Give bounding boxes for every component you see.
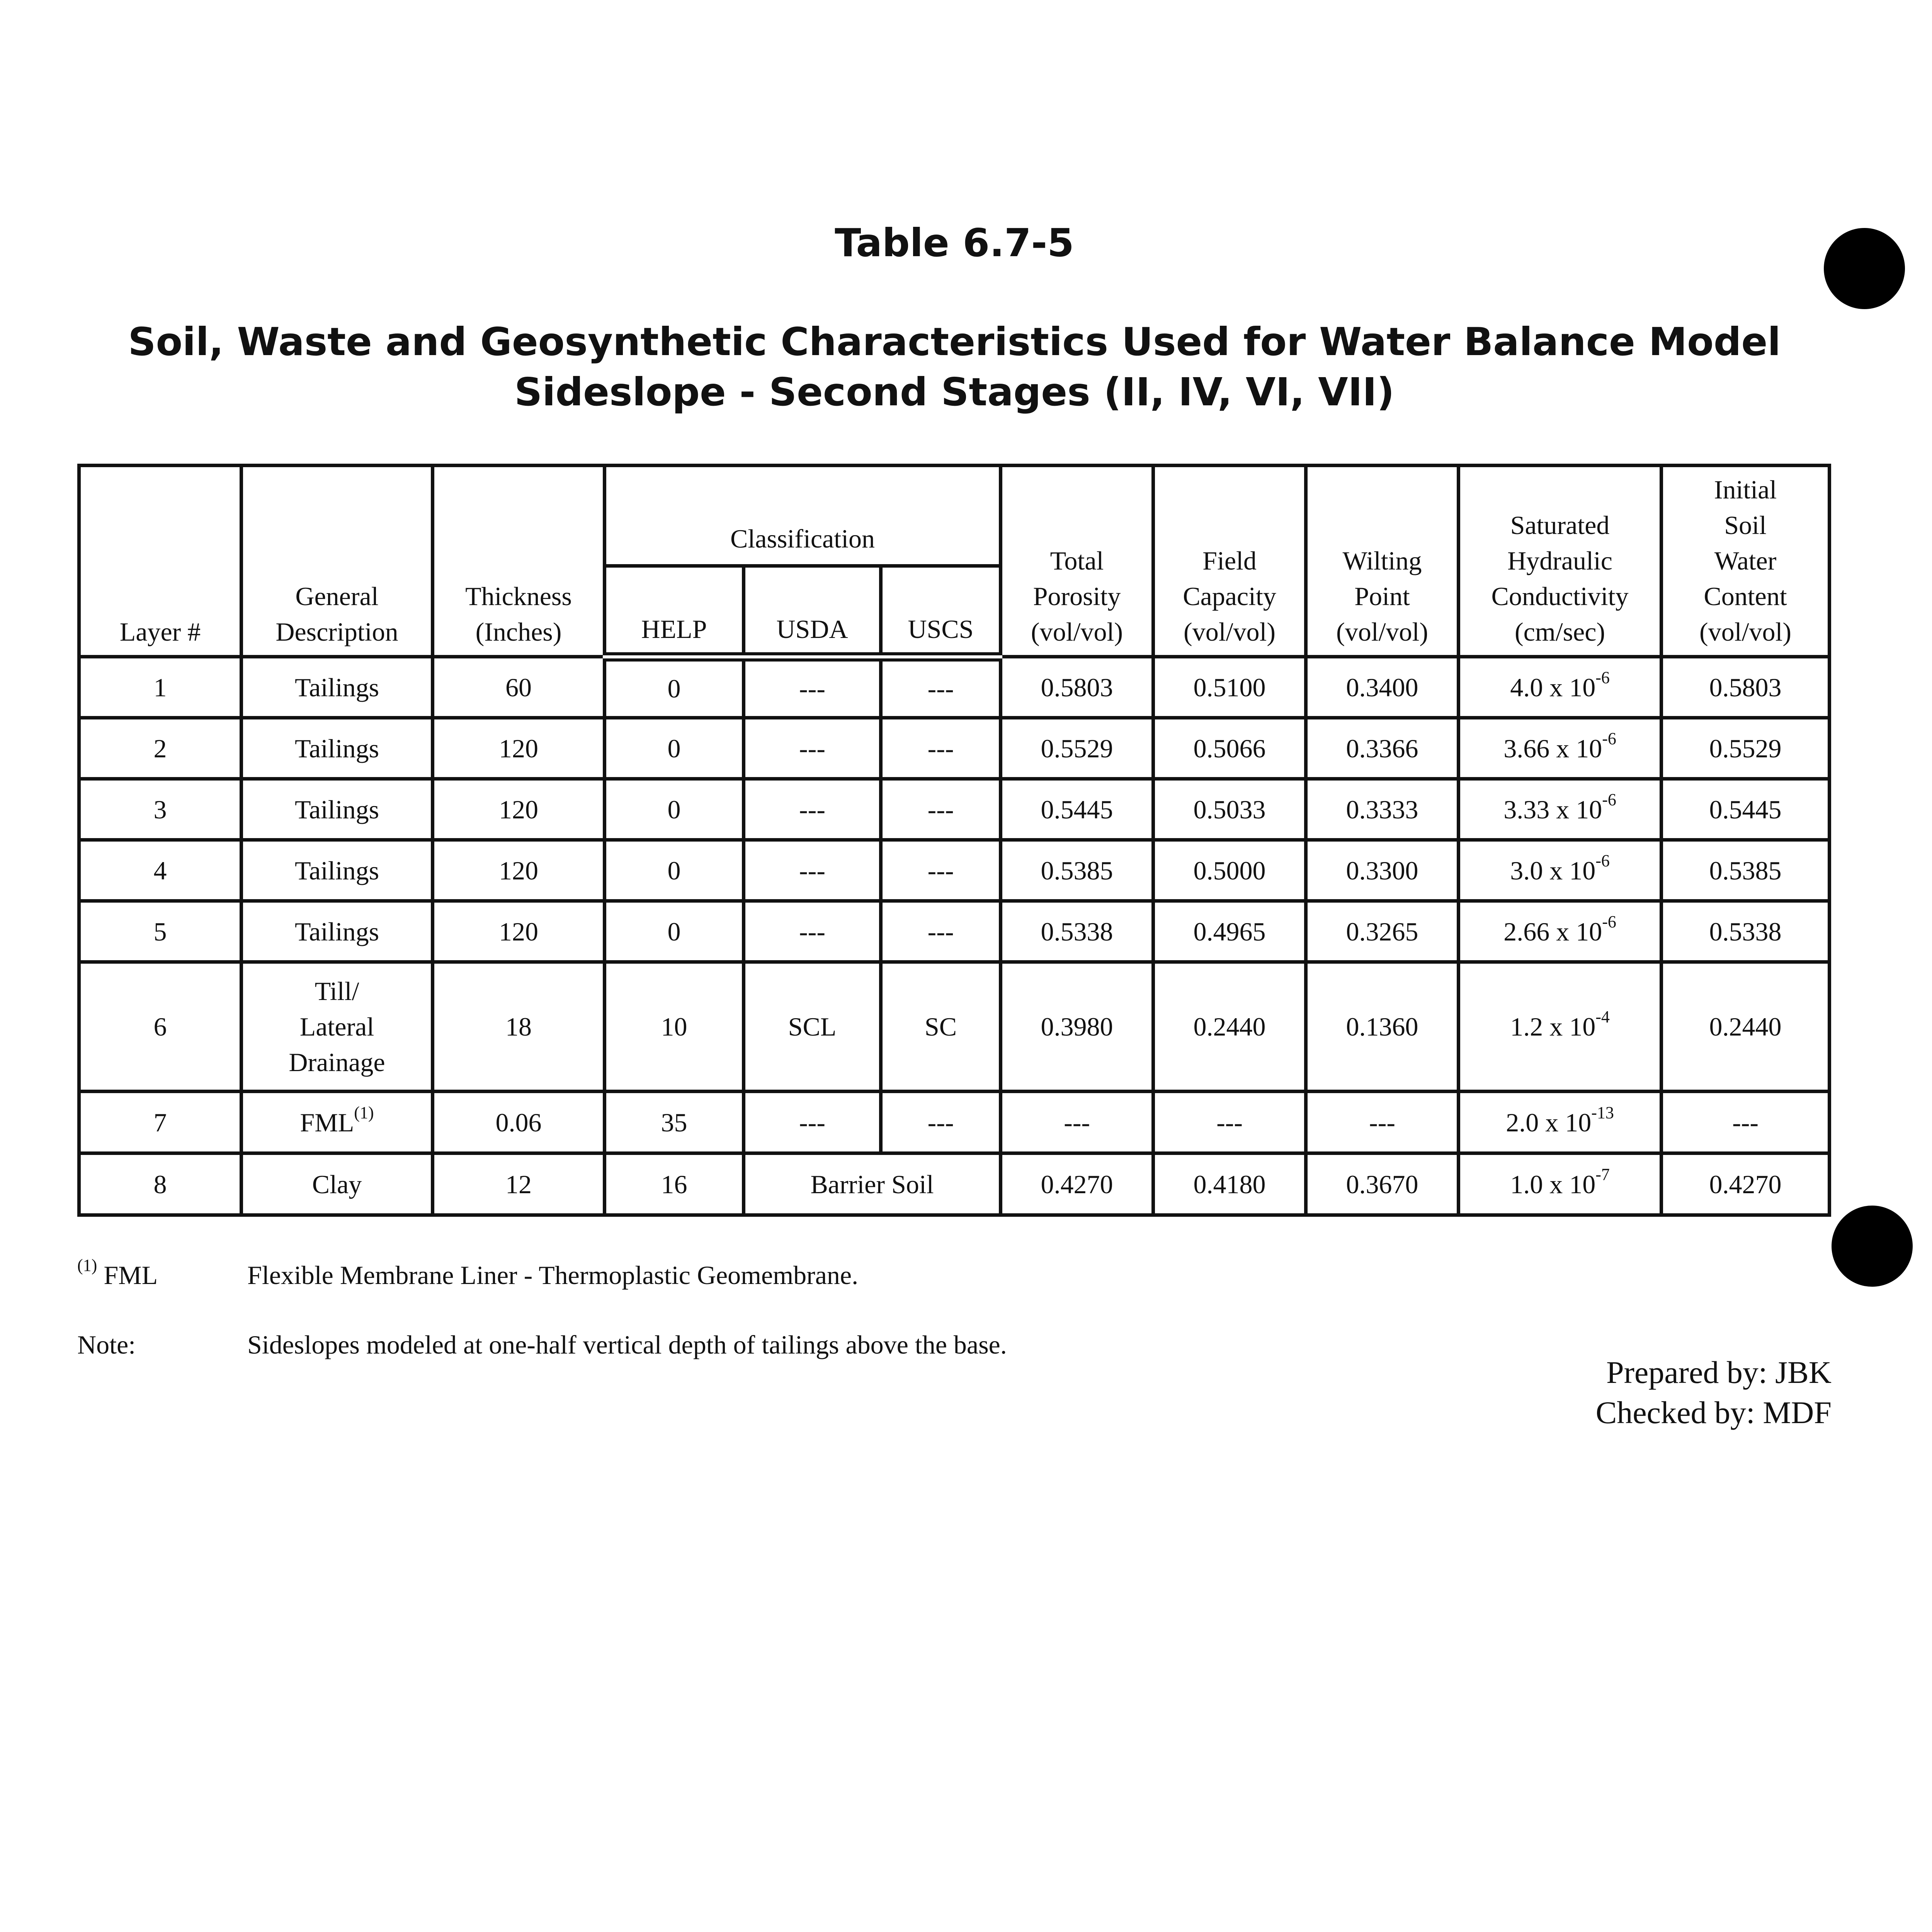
note-sideslopes: Note: Sideslopes modeled at one-half vertical depth of tailings above the base. [77, 1330, 1007, 1359]
conductivity-cell: 3.0 x $10^{-6}$ [1459, 840, 1662, 901]
table-row: 8 Clay 12 16 Barrier Soil 0.4270 0.4180 0.3670 1.0 x $10^{-7}$ 0.4270 [79, 1153, 1830, 1215]
header-general-description: General Description [242, 466, 433, 657]
table-subtitle [0, 317, 1909, 417]
conductivity-cell: 2.66 x $10^{-6}$ [1459, 901, 1662, 962]
signoff-block [1507, 1352, 1832, 1433]
header-saturated-hydraulic-conductivity: Saturated Hydraulic Conductivity (cm/sec) [1459, 466, 1662, 657]
barrier-soil-cell: Barrier Soil [744, 1153, 1001, 1215]
table-row: 2 Tailings 120 0 --- --- 0.5529 0.5066 0.3366 3.66 x $10^{-6}$ 0.5529 [79, 718, 1830, 779]
footnote-fml: $^{(1)}$ FML Flexible Membrane Liner - Thermoplastic Geomembrane. [77, 1256, 859, 1290]
table-row: 7 FML$^{(1)}$ 0.06 35 --- --- --- --- --- 2.0 x $10^{-13}$ --- [79, 1092, 1830, 1153]
header-thickness: Thickness (Inches) [433, 466, 605, 657]
subtitle-line-1: Soil, Waste and Geosynthetic Characteristics Used for Water Balance Model [128, 319, 1781, 364]
characteristics-table [77, 464, 1831, 1217]
conductivity-cell: 2.0 x $10^{-13}$ [1459, 1092, 1662, 1153]
header-total-porosity: Total Porosity (vol/vol) [1001, 466, 1153, 657]
header-classification: Classification [605, 466, 1001, 566]
table-title: Table 6.7-5 [835, 220, 1074, 265]
checked-by: Checked by: MDF [1595, 1395, 1832, 1430]
header-help: HELP [605, 566, 744, 657]
conductivity-cell: 1.0 x $10^{-7}$ [1459, 1153, 1662, 1215]
binder-hole-top [1824, 228, 1905, 309]
binder-hole-middle [1832, 1206, 1913, 1287]
conductivity-cell: 3.33 x $10^{-6}$ [1459, 779, 1662, 840]
header-layer: Layer # [79, 466, 242, 657]
table-row: 1 Tailings 60 0 --- --- 0.5803 0.5100 0.3400 4.0 x $10^{-6}$ 0.5803 [79, 657, 1830, 718]
conductivity-cell: 3.66 x $10^{-6}$ [1459, 718, 1662, 779]
table-row: 5 Tailings 120 0 --- --- 0.5338 0.4965 0.3265 2.66 x $10^{-6}$ 0.5338 [79, 901, 1830, 962]
layer-description-cell: Till/ Lateral Drainage [242, 962, 433, 1092]
table-row: 3 Tailings 120 0 --- --- 0.5445 0.5033 0.3333 3.33 x $10^{-6}$ 0.5445 [79, 779, 1830, 840]
table-row: 6 Till/ Lateral Drainage 18 10 SCL SC 0.3980 0.2440 0.1360 1.2 x $10^{-4}$ 0.2440 [79, 962, 1830, 1092]
conductivity-cell: 4.0 x $10^{-6}$ [1459, 657, 1662, 718]
notes-section [77, 1256, 1007, 1395]
header-field-capacity: Field Capacity (vol/vol) [1153, 466, 1306, 657]
header-initial-soil-water-content: Initial Soil Water Content (vol/vol) [1662, 466, 1830, 657]
table-row: 4 Tailings 120 0 --- --- 0.5385 0.5000 0.3300 3.0 x $10^{-6}$ 0.5385 [79, 840, 1830, 901]
subtitle-line-2: Sideslope - Second Stages (II, IV, VI, VII) [514, 369, 1395, 415]
layer-description-cell: FML$^{(1)}$ [242, 1092, 433, 1153]
header-uscs: USCS [881, 566, 1001, 657]
header-usda: USDA [744, 566, 881, 657]
header-wilting-point: Wilting Point (vol/vol) [1306, 466, 1459, 657]
conductivity-cell: 1.2 x $10^{-4}$ [1459, 962, 1662, 1092]
prepared-by: Prepared by: JBK [1606, 1355, 1832, 1390]
